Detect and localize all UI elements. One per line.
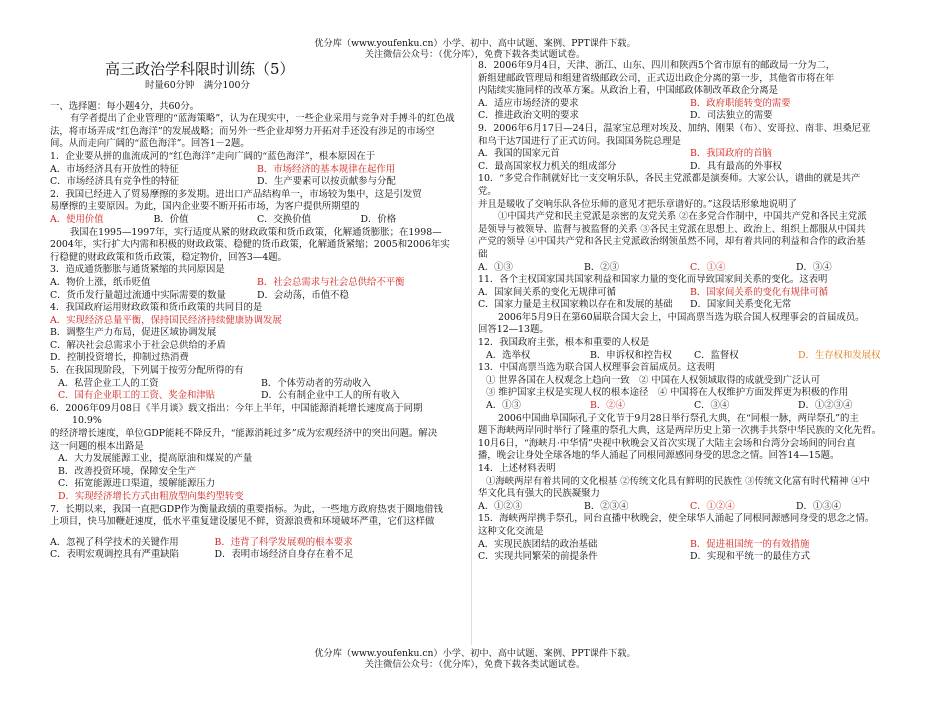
option-d[interactable]: D．国家间关系变化无常: [690, 299, 792, 311]
question-7-options: [50, 537, 464, 550]
question-10: 党。: [478, 185, 497, 197]
question-10: 10．“多党合作制就好比一支交响乐队，各民主党派都是演奏师。大家公认，谱曲的就是共产: [478, 173, 861, 185]
question-9: 和乌干达7国进行了正式访问。我国国务院总理是: [478, 135, 681, 147]
option-d[interactable]: D．实现经济增长方式由粗放型向集约型转变: [58, 491, 244, 502]
option-c[interactable]: C．表明宏观调控具有严重缺陷: [50, 549, 180, 561]
option-a[interactable]: A．选举权: [486, 349, 531, 361]
option-b[interactable]: B．②③④: [584, 500, 629, 512]
question-15-options: [478, 551, 902, 564]
option-a[interactable]: A．物价上涨，纸币贬值: [50, 276, 151, 288]
option-b[interactable]: B．②③: [584, 261, 620, 273]
option-c[interactable]: C．监督权: [694, 349, 739, 361]
option-c[interactable]: C．国家力量是主权国家赖以存在和发展的基础: [478, 299, 673, 311]
passage-text: 回答12—13题。: [478, 324, 549, 336]
option-c[interactable]: C．交换价值: [257, 213, 312, 225]
question-6: 10.9%: [72, 415, 102, 427]
option-a[interactable]: A．市场经济具有开放性的特征: [50, 163, 179, 175]
exam-subtitle: 时量60分钟 满分100分: [145, 80, 250, 91]
footer-line-2: 关注微信公众号：（优分库），免费下载各类试题试卷。: [364, 659, 586, 670]
option-a[interactable]: A．适应市场经济的要求: [478, 97, 579, 109]
option-d[interactable]: D．控制投资增长，抑制过热消费: [50, 352, 189, 364]
statement-text: ③ 维护国家主权是实现人权的根本途径 ④ 中国将在人权维护方面发挥更为积极的作用: [486, 387, 849, 399]
question-6: 的经济增长速度，单位GDP能耗不降反升，“能源消耗过多”成为宏观经济中的突出问题。解决: [50, 428, 438, 440]
question-15: 这种文化交流是: [478, 525, 544, 537]
option-b[interactable]: B．②④: [590, 400, 626, 412]
column-divider: [471, 60, 472, 645]
option-a[interactable]: A．我国的国家元首: [478, 148, 560, 160]
question-14: 14．上述材料表明: [478, 463, 556, 474]
option-d[interactable]: D．司法独立的需要: [690, 110, 773, 122]
option-a[interactable]: A．国家间关系的变化无规律可循: [478, 286, 617, 298]
passage-text: 10月6日，“海峡月·中华情”央视中秋晚会又首次实现了大陆主会场和台湾分会场间的同台直: [478, 437, 856, 449]
question-7-options: [50, 549, 464, 562]
passage-text: 有学者提出了企业管理的“蓝海策略”，认为在现实中，一些企业采用与竞争对手搏斗的红色战: [70, 113, 455, 125]
option-a[interactable]: A．实现经济总量平衡，保持国民经济持续健康协调发展: [50, 314, 282, 326]
question-11: 11．各个主权国家国共国家利益和国家力量的变化而导致国家间关系的变化。这表明: [478, 274, 828, 286]
question-8-options: [478, 98, 902, 111]
option-b[interactable]: B．我国政府的首脑: [690, 148, 772, 160]
question-12: 12．我国政府主张，根本和重要的人权是: [478, 337, 650, 349]
question-15-options: [478, 539, 902, 552]
option-a[interactable]: A．忽视了科学技术的关键作用: [50, 536, 179, 548]
question-5-options: [50, 390, 464, 403]
question-13-options: [478, 400, 902, 413]
statement-text: 础: [478, 248, 488, 260]
question-5-options: [50, 378, 464, 391]
option-a[interactable]: A．私营企业工人的工资: [58, 377, 159, 389]
section-heading: 一、选择题：每小题4分，共60分。: [50, 100, 200, 112]
option-c[interactable]: C．货币发行量超过流通中实际需要的数量: [50, 289, 226, 301]
option-c[interactable]: C．①②④: [690, 500, 735, 512]
option-a[interactable]: A．大力发展能源工业，提高原油和煤炭的产量: [58, 453, 253, 465]
option-b[interactable]: B．政府职能转变的需要: [690, 97, 791, 109]
question-4: 4．我国政府运用财政政策和货币政策的共同目的是: [50, 302, 263, 314]
option-d[interactable]: D．价格: [360, 213, 397, 225]
statement-text: 是领导与被领导、监督与被监督的关系 ③各民主党派在思想上、政治上、组织上都服从中国共: [478, 223, 866, 235]
statement-text: ①中国共产党和民主党派是亲密的友党关系 ②在多党合作制中，中国共产党和各民主党派: [498, 211, 867, 223]
question-6: 6．2006年09月08日《半月谈》载文指出：今年上半年，中国能源消耗增长速度高于同期: [50, 402, 423, 414]
option-d[interactable]: D．表明市场经济自身存在着不足: [214, 549, 354, 561]
question-8: 新组建邮政管理局和组建省级邮政公司，正式迈出政企分离的第一步，其他省市将在年: [478, 72, 835, 84]
passage-text: 间。从而走向广阔的“蓝色海洋”。回答1－2题。: [50, 138, 250, 150]
exam-title: 高三政治学科限时训练（5）: [105, 60, 295, 78]
option-c[interactable]: C．市场经济具有竞争性的特征: [50, 176, 180, 188]
option-c[interactable]: C．国有企业职工的工资、奖金和津贴: [58, 390, 216, 402]
option-b[interactable]: B．改善投资环境，保障安全生产: [58, 465, 197, 477]
option-d[interactable]: D．生存权和发展权: [798, 349, 881, 361]
option-a[interactable]: A．①②③: [478, 500, 523, 512]
question-8: 内陆续实施同样的改革方案。从政治上看，中国邮政体制改革政企分离是: [478, 85, 779, 97]
header-line-1: 优分库（www.youfenku.cn）小学、初中、高中试题、案例、PPT课件下载。: [314, 38, 636, 49]
passage-text: 播，晚会让身处全球各地的华人涌起了同根同源感同身受的思念之情。回答14—15题。: [478, 450, 840, 462]
statement-text: ① 世界各国在人权观念上趋向一致 ② 中国在人权领域取得的成就受到广泛认可: [486, 374, 821, 386]
passage-text: 我国在1995—1997年，实行适度从紧的财政政策和货币政策，化解通货膨胀；在1998—: [70, 226, 442, 238]
question-15: 15．海峡两岸携手祭孔，同台直播中秋晚会，使全球华人涌起了同根同源感同身受的思念之情。: [478, 513, 875, 525]
question-9: 9．2006年6月17日—24日，温家宝总理对埃及、加纳、刚果（布）、安哥拉、南非、坦桑尼亚: [478, 122, 871, 134]
left-column: [50, 60, 464, 562]
option-b[interactable]: B．国家间关系的变化有规律可循: [690, 286, 829, 298]
page-header: [0, 38, 950, 60]
question-2-options: [50, 214, 464, 227]
passage-text: 法，将市场弄成“红色海洋”的发展战略；而另外一些企业却努力开拓对手还没有涉足的市场空: [50, 125, 435, 137]
passage-text: 行稳健的财政政策和货币政策，稳定物价，回答3—4题。: [50, 251, 287, 263]
question-10-options: [478, 262, 902, 275]
option-a[interactable]: A．使用价值: [50, 213, 104, 225]
right-column: [478, 60, 902, 564]
option-c[interactable]: C．实现共同繁荣的前提条件: [478, 551, 598, 563]
option-b[interactable]: B．市场经济的基本规律在起作用: [257, 163, 396, 175]
option-a[interactable]: A．实现民族团结的政治基础: [478, 538, 598, 550]
question-1: 1．企业要从拼的血流成河的“红色海洋”走向广阔的“蓝色海洋”，根本原因在于: [50, 150, 376, 162]
question-12-options: [478, 350, 902, 363]
question-9-options: [478, 161, 902, 174]
question-3: 3．造成通货膨胀与通货紧缩的共同原因是: [50, 264, 225, 276]
question-2: 2．我国已经进入了贸易摩擦的多发期。进出口产品结构单一，市场较为集中，这是引发贸: [50, 188, 422, 200]
option-b[interactable]: B．申诉权和控告权: [590, 349, 672, 361]
question-5: 5．在我国现阶段，下列属于按劳分配所得的有: [50, 365, 244, 377]
option-b[interactable]: B．个体劳动者的劳动收入: [261, 377, 372, 389]
option-c[interactable]: C．③④: [694, 400, 730, 412]
question-6: 这一问题的根本出路是: [50, 440, 144, 452]
question-7: 上项目，快马加鞭赶速度，低水平重复建设屡见不鲜，资源浪费和环境破坏严重，它们这样做: [50, 516, 435, 528]
option-c[interactable]: C．推进政治文明的要求: [478, 110, 579, 122]
question-8-options: [478, 110, 902, 123]
option-b[interactable]: B．调整生产力布局，促进区域协调发展: [50, 327, 217, 339]
question-8: 8．2006年9月4日，天津、浙江、山东、四川和陕西5个省市原有的邮政局一分为二，: [478, 60, 836, 71]
option-d[interactable]: D．会动荡，币值不稳: [257, 289, 349, 301]
question-7: 7．长期以来，我国一直把GDP作为衡量政绩的重要指标。为此，一些地方政府热衷于圈地借钱: [50, 503, 443, 515]
footer-line-1: 优分库（www.youfenku.cn）小学、初中、高中试题、案例、PPT课件下载。: [314, 648, 636, 659]
question-1-options: [50, 176, 464, 189]
question-11-options: [478, 299, 902, 312]
option-b[interactable]: B．社会总需求与社会总供给不平衡: [257, 276, 405, 288]
question-3-options: [50, 290, 464, 303]
statement-text: ①海峡两岸有着共同的文化根基 ②传统文化具有鲜明的民族性 ③传统文化富有时代精神 ④中: [486, 475, 870, 487]
statement-text: 产党的领导 ④中国共产党和各民主党派政治纲领虽然不同，却有着共同的利益和合作的政治基: [478, 236, 866, 248]
question-2: 易摩擦的主要原因。为此，国内企业要不断开拓市场，为客户提供所期望的: [50, 201, 360, 213]
option-d[interactable]: D．具有最高的外事权: [690, 160, 782, 172]
option-d[interactable]: D．①③④: [796, 500, 842, 512]
option-d[interactable]: D．实现和平统一的最佳方式: [690, 551, 811, 563]
question-9-options: [478, 148, 902, 161]
passage-text: 2004年，实行扩大内需和积极的财政政策、稳健的货币政策，化解通货紧缩；2005和2006年实: [50, 239, 450, 251]
header-line-2: 关注微信公众号：（优分库），免费下载各类试题试卷。: [364, 49, 586, 60]
question-13: 13．中国高票当选为联合国人权理事会首届成员。这表明: [478, 362, 715, 374]
option-c[interactable]: C．最高国家权力机关的组成部分: [478, 160, 617, 172]
statement-text: 华文化具有强大的民族凝聚力: [478, 488, 600, 500]
option-d[interactable]: D．③④: [796, 261, 832, 273]
question-3-options: [50, 277, 464, 290]
question-14-options: [478, 501, 902, 514]
option-b[interactable]: B．价值: [153, 213, 189, 225]
option-d[interactable]: D．生产要素可以按贡献参与分配: [257, 176, 396, 188]
question-10: 并且是暖收了交响乐队各位乐师的意见才把乐章谱好的。”这段话形象地说明了: [478, 198, 797, 210]
option-c[interactable]: C．拓宽能源进口渠道，缓解能源压力: [58, 478, 216, 490]
option-a[interactable]: A．①③: [478, 261, 513, 273]
option-d[interactable]: D．公有制企业中工人的所有收入: [261, 390, 400, 402]
option-b[interactable]: B．促进祖国统一的有效措施: [690, 538, 810, 550]
page-footer: [0, 648, 950, 670]
passage-text: 题下海峡两岸同时举行了隆重的祭孔大典，这是两岸历史上第一次携手共祭中华民族的文化先哲。: [478, 425, 882, 437]
passage-text: 2006中国曲阜国际孔子文化节于9月28日举行祭孔大典，在“同根一脉，两岸祭孔”的主: [498, 412, 859, 424]
option-d[interactable]: D．①②③④: [798, 400, 853, 412]
option-a[interactable]: A．①③: [486, 400, 521, 412]
option-b[interactable]: B．违背了科学发展观的根本要求: [214, 536, 353, 548]
passage-text: 2006年5月9日在第60届联合国大会上，中国高票当选为联合国人权理事会的首届成员。: [498, 311, 865, 323]
option-c[interactable]: C．①④: [690, 261, 726, 273]
question-1-options: [50, 164, 464, 177]
question-11-options: [478, 287, 902, 300]
option-c[interactable]: C．解决社会总需求小于社会总供给的矛盾: [50, 339, 226, 351]
